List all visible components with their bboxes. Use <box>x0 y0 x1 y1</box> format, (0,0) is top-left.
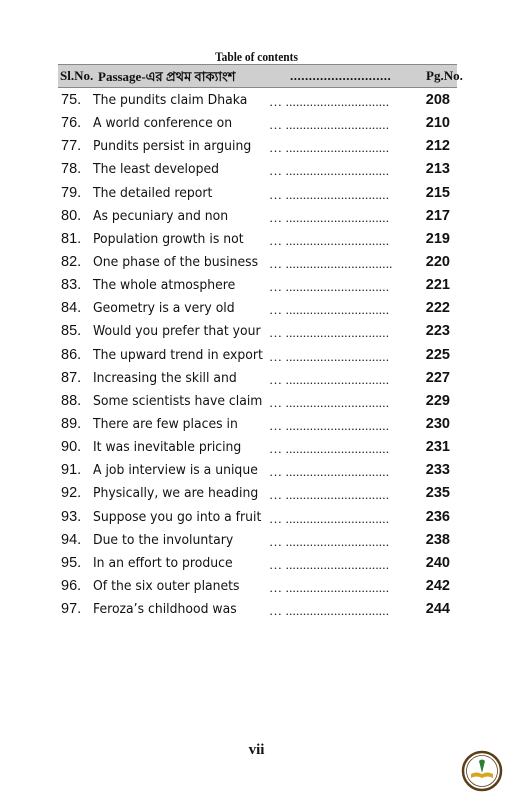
entry-number: 94. <box>61 531 82 548</box>
entry-title: Pundits persist in arguing <box>93 138 252 155</box>
entry-title: Suppose you go into a fruit <box>93 508 262 525</box>
entry-page-number: 221 <box>425 277 450 294</box>
toc-entry <box>0 114 513 137</box>
entry-number: 96. <box>61 577 82 594</box>
toc-entry <box>0 600 513 623</box>
entry-number: 82. <box>61 253 82 270</box>
book-quill-logo-icon <box>461 750 503 792</box>
entry-leader-dots: … ............................... <box>269 255 393 271</box>
entry-title: Of the six outer planets <box>93 577 240 594</box>
header-passage: Passage-এর প্রথম বাক্যাংশ <box>98 69 236 84</box>
entry-title: As pecuniary and non <box>93 207 229 224</box>
entry-title: Feroza’s childhood was <box>93 601 237 618</box>
entry-leader-dots: … .............................. <box>269 394 390 410</box>
entry-number: 92. <box>61 485 82 502</box>
entry-number: 93. <box>61 508 82 525</box>
entry-page-number: 223 <box>425 323 450 340</box>
entry-page-number: 213 <box>425 161 450 178</box>
entry-page-number: 238 <box>425 531 450 548</box>
entry-leader-dots: … .............................. <box>269 464 390 480</box>
header-dots: ........................... <box>290 68 392 83</box>
entry-title: A job interview is a unique <box>93 462 258 479</box>
entry-leader-dots: … .............................. <box>269 140 390 156</box>
page-number-footer: vii <box>248 742 265 758</box>
toc-entry <box>0 484 513 507</box>
entry-title: One phase of the business <box>93 253 259 270</box>
toc-entry <box>0 207 513 230</box>
entry-number: 84. <box>61 300 82 317</box>
entry-number: 91. <box>61 462 82 479</box>
entry-leader-dots: … .............................. <box>269 510 390 526</box>
entry-number: 75. <box>61 92 82 108</box>
entry-leader-dots: … .............................. <box>269 579 390 595</box>
entry-leader-dots: … .............................. <box>269 117 390 133</box>
entry-page-number: 210 <box>425 115 450 132</box>
entry-number: 86. <box>61 346 82 363</box>
entry-number: 87. <box>61 369 82 386</box>
entry-page-number: 212 <box>425 138 450 155</box>
entry-leader-dots: … .............................. <box>269 417 390 433</box>
entry-title: Geometry is a very old <box>93 300 235 317</box>
toc-entry <box>0 392 513 415</box>
entry-page-number: 236 <box>425 508 450 525</box>
toc-entry <box>0 554 513 577</box>
entry-page-number: 229 <box>425 392 450 409</box>
toc-entry <box>0 508 513 531</box>
toc-entry <box>0 160 513 183</box>
entry-title: It was inevitable pricing <box>93 439 242 456</box>
entry-title: Would you prefer that your <box>93 323 261 340</box>
toc-entry <box>0 322 513 345</box>
entry-page-number: 242 <box>425 577 450 594</box>
entry-number: 78. <box>61 161 82 178</box>
entry-title: Population growth is not <box>93 230 244 247</box>
entry-page-number: 225 <box>425 346 450 363</box>
toc-entry <box>0 415 513 438</box>
entry-page-number: 208 <box>425 92 450 108</box>
toc-entry <box>0 91 513 114</box>
entry-leader-dots: … .............................. <box>269 556 390 572</box>
entry-number: 88. <box>61 392 82 409</box>
entry-leader-dots: … .............................. <box>269 186 390 202</box>
entry-number: 80. <box>61 207 82 224</box>
entry-number: 97. <box>61 601 82 618</box>
entry-number: 90. <box>61 439 82 456</box>
entry-title: Some scientists have claim <box>93 392 263 409</box>
entry-page-number: 215 <box>425 184 450 201</box>
entry-leader-dots: … .............................. <box>269 603 390 619</box>
entry-page-number: 230 <box>425 415 450 432</box>
entry-leader-dots: … .............................. <box>269 279 390 295</box>
entry-number: 83. <box>61 277 82 294</box>
toc-entry <box>0 137 513 160</box>
entry-page-number: 244 <box>425 601 450 618</box>
entry-number: 76. <box>61 115 82 132</box>
entry-title: The upward trend in export <box>93 346 263 363</box>
toc-entry <box>0 577 513 600</box>
entry-title: The detailed report <box>93 184 213 201</box>
toc-entry <box>0 369 513 392</box>
toc-entry <box>0 531 513 554</box>
entry-leader-dots: … .............................. <box>269 209 390 225</box>
entry-leader-dots: … .............................. <box>269 441 390 457</box>
entry-number: 85. <box>61 323 82 340</box>
entry-leader-dots: … .............................. <box>269 371 390 387</box>
toc-list <box>0 91 513 623</box>
toc-entry <box>0 438 513 461</box>
entry-title: Increasing the skill and <box>93 369 237 386</box>
page-title: Table of contents <box>215 49 298 64</box>
entry-title: Due to the involuntary <box>93 531 234 548</box>
entry-number: 81. <box>61 230 82 247</box>
toc-entry <box>0 184 513 207</box>
entry-leader-dots: … .............................. <box>269 325 390 341</box>
entry-leader-dots: … .............................. <box>269 163 390 179</box>
entry-number: 95. <box>61 554 82 571</box>
entry-leader-dots: … .............................. <box>269 232 390 248</box>
entry-page-number: 231 <box>425 439 450 456</box>
entry-page-number: 235 <box>425 485 450 502</box>
header-page-no: Pg.No. <box>426 68 463 83</box>
toc-entry <box>0 299 513 322</box>
entry-page-number: 227 <box>425 369 450 386</box>
entry-title: Physically, we are heading <box>93 485 259 502</box>
header-sl-no: Sl.No. <box>60 68 94 83</box>
entry-number: 77. <box>61 138 82 155</box>
entry-number: 89. <box>61 415 82 432</box>
entry-page-number: 240 <box>425 554 450 571</box>
entry-leader-dots: … .............................. <box>269 533 390 549</box>
entry-page-number: 222 <box>425 300 450 317</box>
entry-leader-dots: … .............................. <box>269 348 390 364</box>
entry-leader-dots: … .............................. <box>269 302 390 318</box>
entry-page-number: 219 <box>425 230 450 247</box>
entry-title: The pundits claim Dhaka <box>93 92 248 108</box>
toc-entry <box>0 276 513 299</box>
entry-leader-dots: … .............................. <box>269 487 390 503</box>
entry-title: The whole atmosphere <box>93 277 236 294</box>
entry-page-number: 220 <box>425 253 450 270</box>
entry-title: There are few places in <box>93 415 238 432</box>
entry-leader-dots: … .............................. <box>269 94 390 109</box>
entry-title: The least developed <box>93 161 220 178</box>
entry-page-number: 217 <box>425 207 450 224</box>
toc-entry <box>0 346 513 369</box>
entry-title: A world conference on <box>93 115 233 132</box>
toc-entry <box>0 461 513 484</box>
toc-entry <box>0 253 513 276</box>
entry-page-number: 233 <box>425 462 450 479</box>
toc-entry <box>0 230 513 253</box>
entry-title: In an effort to produce <box>93 554 233 571</box>
entry-number: 79. <box>61 184 82 201</box>
toc-header-bar <box>58 64 463 88</box>
